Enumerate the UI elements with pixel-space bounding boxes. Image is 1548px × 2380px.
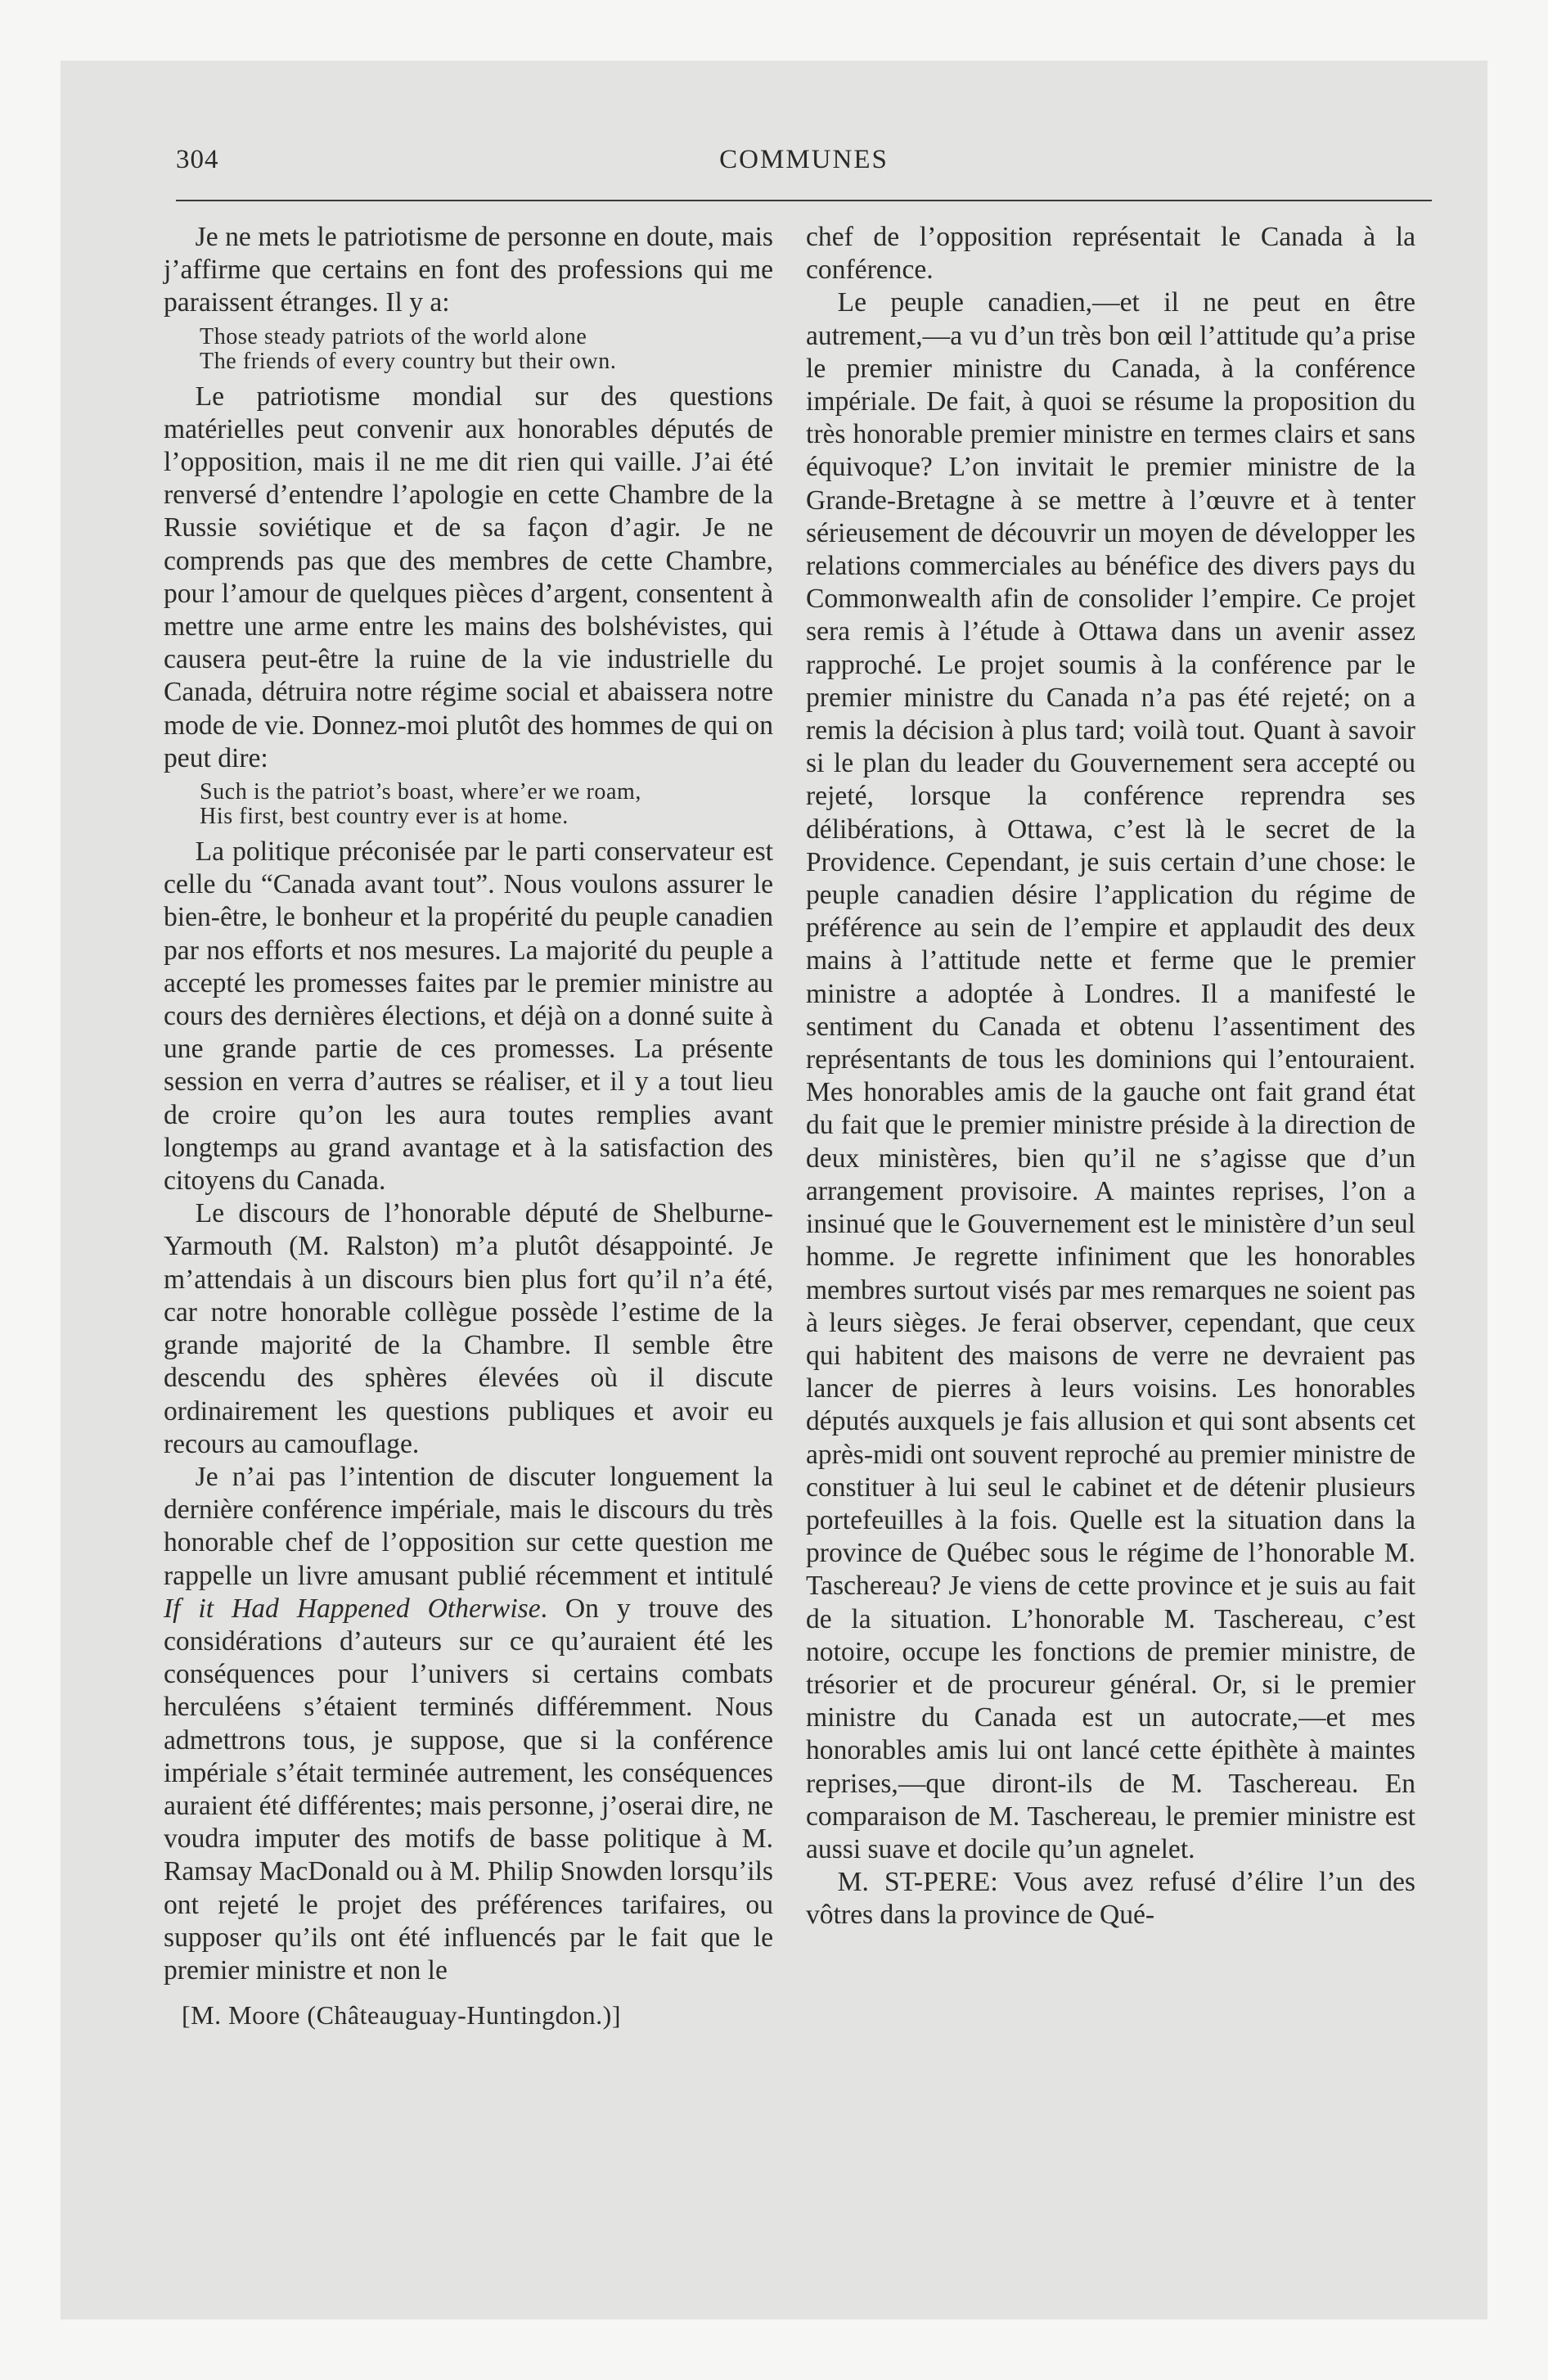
speaker-attribution: [M. Moore (Châteauguay-Huntingdon.)] (182, 2000, 621, 2031)
paragraph: Le peuple canadien,—et il ne peut en être autrement,—a vu d’un très bon œil l’attitude qu’a prise le premier ministre du Canada, à la conférence impériale. De fait, à quoi se résume la proposition du très honorable premier ministre en termes clairs et sans équivoque? L’on invitait le premier ministre de la Grande-Bretagne à se mettre à l’œuvre et à tenter sérieusement de découvrir un moyen de développer les relations commerciales au bénéfice des divers pays du Commonwealth afin de consolider l’empire. Ce projet sera remis à l’étude à Ottawa dans un avenir assez rapproché. Le projet soumis à la conférence par le premier ministre du Canada n’a pas été rejeté; on a remis la décision à plus tard; voilà tout. Quant à savoir si le plan du leader du Gouvernement sera accepté ou rejeté, lorsque la conférence reprendra ses délibérations, à Ottawa, c’est là le secret de la Providence. Cependant, je suis certain d’une chose: le peuple canadien désire l’application du régime de préférence au sein de l’empire et applaudit des deux mains à l’attitude nette et ferme que le premier ministre a adoptée à Londres. Il a manifesté le sentiment du Canada et obtenu l’assentiment des représentants de tous les dominions qui l’entouraient. Mes honorables amis de la gauche ont fait grand état du fait que le premier ministre préside à la direction de deux ministères, bien qu’il ne s’agisse que d’un arrangement provisoire. A maintes reprises, l’on a insinué que le Gouvernement est le ministère d’un seul homme. Je regrette infiniment que les honorables membres surtout visés par mes remarques ne soient pas à leurs sièges. Je ferai observer, cependant, que ceux qui habitent des maisons de verre ne devraient pas lancer de pierres à leurs voisins. Les honorables députés auxquels je fais allusion et qui sont absents cet après-midi ont souvent reproché au premier ministre de constituer à lui seul le cabinet et de détenir plusieurs portefeuilles à la fois. Quelle est la situation dans la province de Québec sous le régime de l’honorable M. Taschereau? Je viens de cette province et je suis au fait de la situation. L’honorable M. Taschereau, c’est notoire, occupe les fonctions de premier ministre, de trésorier et de procureur général. Or, si le premier ministre du Canada est un autocrate,—et mes honorables amis lui ont lancé cette épithète à maintes reprises,—que diront-ils de M. Taschereau. En comparaison de M. Taschereau, le premier ministre est aussi suave et docile qu’un agnelet. (806, 287, 1415, 1864)
verse-line: His first, best country ever is at home. (200, 804, 569, 830)
book-title: If it Had Happened Otherwise (164, 1593, 541, 1624)
left-column (164, 221, 773, 2031)
running-title: COMMUNES (719, 145, 889, 174)
paragraph: Le discours de l’honorable député de Shelburne-Yarmouth (M. Ralston) m’a plutôt désappointé. Je m’attendais à un discours bien plus fort qu’il n’a été, car notre honorable collègue possède l’estime de la grande majorité de la Chambre. Il semble être descendu des sphères élevées où il discute ordinairement les questions publiques et avoir eu recours au camouflage. (164, 1198, 773, 1459)
header-rule (176, 200, 1432, 201)
paragraph: M. ST-PERE: Vous avez refusé d’élire l’un des vôtres dans la province de Qué- (806, 1867, 1415, 1931)
page-header (176, 145, 1432, 186)
verse-line: Those steady patriots of the world alone (200, 323, 587, 349)
right-column (806, 221, 1415, 1932)
paragraph-text: Je n’ai pas l’intention de discuter longuement la dernière conférence impériale, mais le discours du très honorable chef de l’opposition sur cette question me rappelle un livre amusant publié récemment et intitulé (164, 1461, 773, 1591)
verse-line: The friends of every country but their own. (200, 348, 617, 374)
paragraph (164, 1461, 773, 1987)
verse-quotation (200, 325, 773, 374)
paragraph-text: . On y trouve des considérations d’auteurs sur ce qu’auraient été les conséquences pour l’univers si certains combats herculéens s’étaient terminés différemment. Nous admettrons tous, je suppose, que si la conférence impériale s’était terminée autrement, les conséquences auraient été différentes; mais personne, j’oserai dire, ne voudra imputer des motifs de basse politique à M. Ramsay MacDonald ou à M. Philip Snowden lorsqu’ils ont rejeté le projet des préférences tarifaires, ou supposer qu’ils ont été influencés par le fait que le premier ministre et non le (164, 1593, 773, 1986)
verse-line: Such is the patriot’s boast, where’er we roam, (200, 779, 642, 805)
paragraph: chef de l’opposition représentait le Canada à la conférence. (806, 222, 1415, 286)
page-number: 304 (176, 145, 219, 174)
paragraph: Le patriotisme mondial sur des questions matérielles peut convenir aux honorables députés de l’opposition, mais il ne me dit rien qui vaille. J’ai été renversé d’entendre l’apologie en cette Chambre de la Russie soviétique et de sa façon d’agir. Je ne comprends pas que des membres de cette Chambre, pour l’amour de quelques pièces d’argent, consentent à mettre une arme entre les mains des bolshévistes, qui causera peut-être la ruine de la vie industrielle du Canada, détruira notre régime social et abaissera notre mode de vie. Donnez-moi plutôt des hommes de qui on peut dire: (164, 381, 773, 773)
paragraph: Je ne mets le patriotisme de personne en doute, mais j’affirme que certains en font des professions qui me paraissent étranges. Il y a: (164, 222, 773, 318)
verse-quotation (200, 780, 773, 829)
paragraph: La politique préconisée par le parti conservateur est celle du “Canada avant tout”. Nous voulons assurer le bien-être, le bonheur et la propérité du peuple canadien par nos efforts et nos mesures. La majorité du peuple a accepté les promesses faites par le premier ministre au cours des dernières élections, et déjà on a donné suite à une grande partie de ces promesses. La présente session en verra d’autres se réaliser, et il y a tout lieu de croire qu’on les aura toutes remplies avant longtemps au grand avantage et à la satisfaction des citoyens du Canada. (164, 836, 773, 1197)
